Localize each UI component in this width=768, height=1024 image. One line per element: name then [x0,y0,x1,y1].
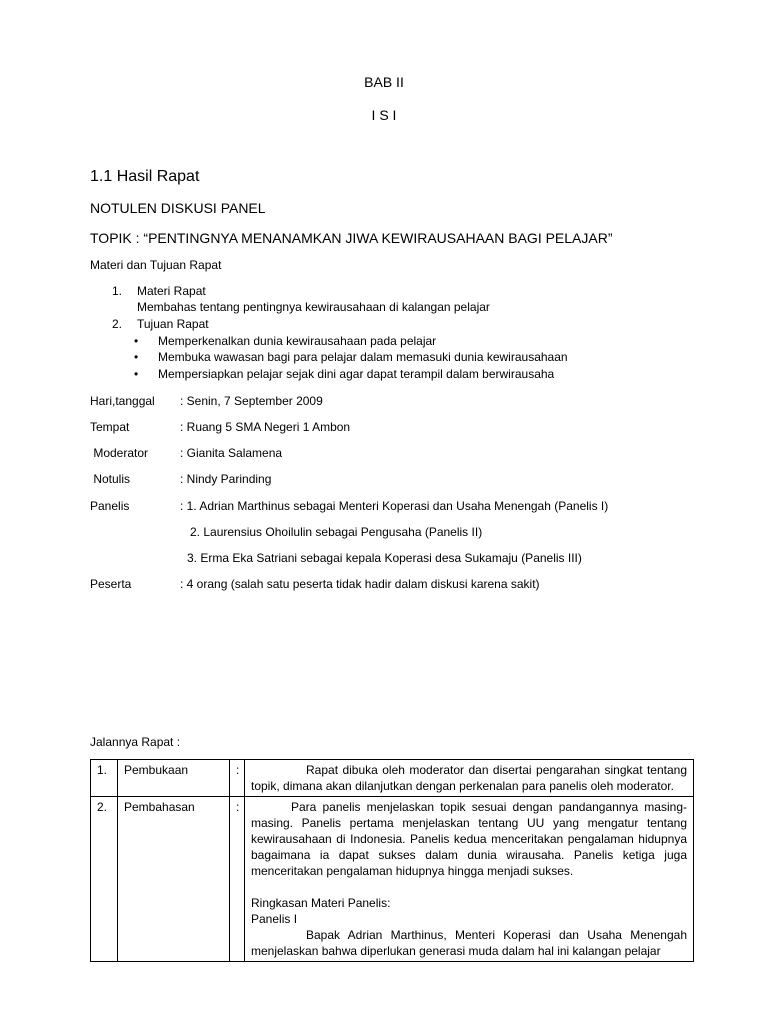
notulen-title: NOTULEN DISKUSI PANEL [90,200,266,216]
bullet-text: Mempersiapkan pelajar sejak dini agar dapat terampil dalam berwirausaha [158,367,555,381]
bullet-icon: • [134,350,139,364]
panelis-text: Bapak Adrian Marthinus, Menteri Koperasi dan Usaha Menengah menjelaskan bahwa diperlukan generasi muda dalam hal ini kalangan pelajar [251,928,687,958]
item-label: Tujuan Rapat [137,317,209,331]
info-panelis-2: 2. Laurensius Ohoilulin sebagai Pengusaha (Panelis II) [190,525,483,539]
info-notulis-label: Notulis [90,472,131,486]
info-panelis-3: 3. Erma Eka Satriani sebagai kepala Koperasi desa Sukamaju (Panelis III) [187,551,582,565]
bullet-icon: • [134,367,139,381]
info-peserta-value: : 4 orang (salah satu peserta tidak hadir dalam diskusi karena sakit) [180,577,540,591]
minutes-table [90,759,694,962]
row-colon: : [230,760,245,797]
info-moderator-label: Moderator [90,446,149,460]
panelis-heading: Panelis I [251,912,298,926]
row-text: Para panelis menjelaskan topik sesuai dengan pandangannya masing-masing. Panelis pertama menjelaskan tentang UU yang mengatur tentang kewirausahaan di Indonesia. Panelis kedua menceritakan pengalaman hidupnya bagaimana ia dapat sukses dalam dunia wirausaha. Panelis ketiga juga menceritakan pengalaman hidupnya hingga menjadi sukses. [251,800,687,878]
item-detail: Membahas tentang pentingnya kewirausahaan di kalangan pelajar [137,300,490,314]
info-tempat-label: Tempat [90,420,130,434]
item-number: 1. [112,284,123,298]
table-row [91,760,694,797]
bullet-icon: • [134,334,139,348]
ringkasan-heading: Ringkasan Materi Panelis: [251,896,391,910]
info-tempat-value: : Ruang 5 SMA Negeri 1 Ambon [180,420,351,434]
row-number: 2. [91,797,118,962]
row-colon: : [230,797,245,962]
item-label: Materi Rapat [137,284,206,298]
info-panelis-1: : 1. Adrian Marthinus sebagai Menteri Koperasi dan Usaha Menengah (Panelis I) [180,499,609,513]
info-moderator-value: : Gianita Salamena [180,446,283,460]
chapter-subtitle: I S I [371,107,397,123]
row-body [245,797,694,962]
info-notulis-value: : Nindy Parinding [180,472,272,486]
row-number: 1. [91,760,118,797]
row-body [245,760,694,797]
info-hari-label: Hari,tanggal [90,394,155,408]
section-title: 1.1 Hasil Rapat [90,168,200,185]
info-peserta-label: Peserta [90,577,132,591]
materi-heading: Materi dan Tujuan Rapat [90,258,222,272]
row-section: Pembahasan [118,797,230,962]
info-hari-value: : Senin, 7 September 2009 [180,394,323,408]
bullet-text: Memperkenalkan dunia kewirausahaan pada pelajar [158,334,437,348]
info-panelis-label: Panelis [90,499,130,513]
row-text: Rapat dibuka oleh moderator dan disertai pengarahan singkat tentang topik, dimana akan dilanjutkan dengan perkenalan para panelis oleh moderator. [251,763,687,793]
bullet-text: Membuka wawasan bagi para pelajar dalam memasuki dunia kewirausahaan [158,350,568,364]
item-number: 2. [112,317,123,331]
table-row [91,797,694,962]
row-section: Pembukaan [118,760,230,797]
chapter-title: BAB II [364,74,404,90]
topic-heading: TOPIK : “PENTINGNYA MENANAMKAN JIWA KEWIRAUSAHAAN BAGI PELAJAR” [90,230,613,246]
jalannya-heading: Jalannya Rapat : [90,735,181,749]
